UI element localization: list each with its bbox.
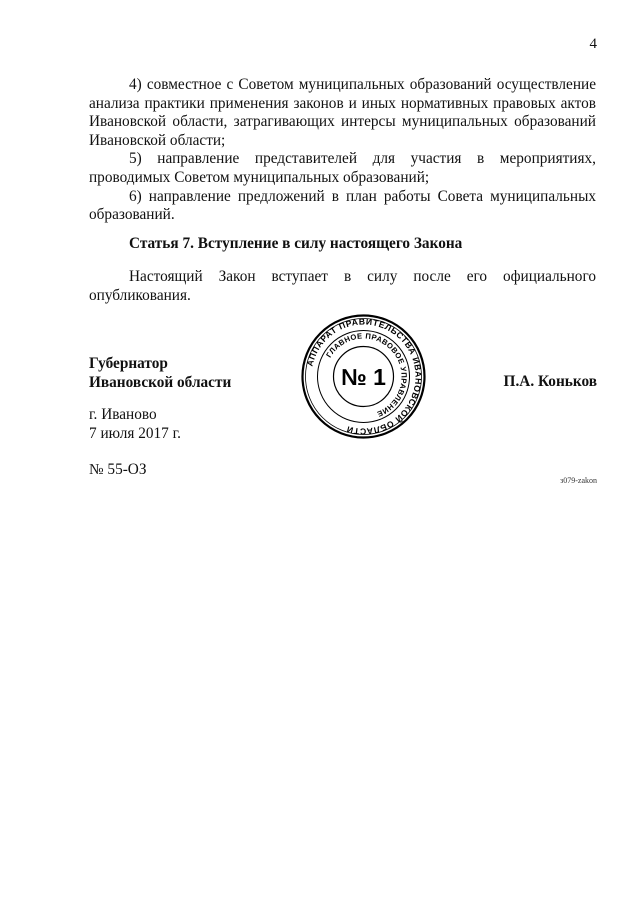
signer-name: П.А. Коньков bbox=[503, 373, 597, 390]
article-body bbox=[89, 267, 596, 305]
place: г. Иваново bbox=[89, 406, 157, 423]
governor-title bbox=[89, 354, 231, 392]
seal-inner-text: ГЛАВНОЕ ПРАВОВОЕ УПРАВЛЕНИЕ bbox=[324, 331, 409, 419]
paragraph-item-4: 4) совместное с Советом муниципальных образований осуществление анализа практики применения законов и иных нормативных правовых актов Ивановской области, затрагивающих интерсы муниципальных образований Ивановской области; bbox=[89, 76, 596, 149]
place-date-block bbox=[89, 406, 181, 443]
page-number: 4 bbox=[589, 36, 597, 52]
article-title: Статья 7. Вступление в силу настоящего Закона bbox=[129, 235, 463, 252]
official-seal bbox=[300, 313, 427, 440]
law-number: № 55-ОЗ bbox=[89, 461, 147, 478]
governor-title-line1: Губернатор bbox=[89, 355, 168, 372]
file-code: з079-zakon bbox=[560, 476, 597, 485]
paragraph-item-6: 6) направление предложений в план работы Совета муниципальных образований. bbox=[89, 187, 596, 224]
governor-title-line2: Ивановской области bbox=[89, 374, 232, 391]
paragraph-item-5: 5) направление представителей для участия в мероприятиях, проводимых Советом муниципальных образований; bbox=[89, 150, 596, 186]
seal-outer-text: АППАРАТ ПРАВИТЕЛЬСТВА ИВАНОВСКОЙ ОБЛАСТИ bbox=[304, 316, 424, 437]
seal-number: № 1 bbox=[341, 364, 386, 390]
article-text: Настоящий Закон вступает в силу после его официального опубликования. bbox=[89, 268, 596, 304]
list-paragraphs bbox=[89, 76, 596, 225]
date: 7 июля 2017 г. bbox=[89, 424, 181, 442]
